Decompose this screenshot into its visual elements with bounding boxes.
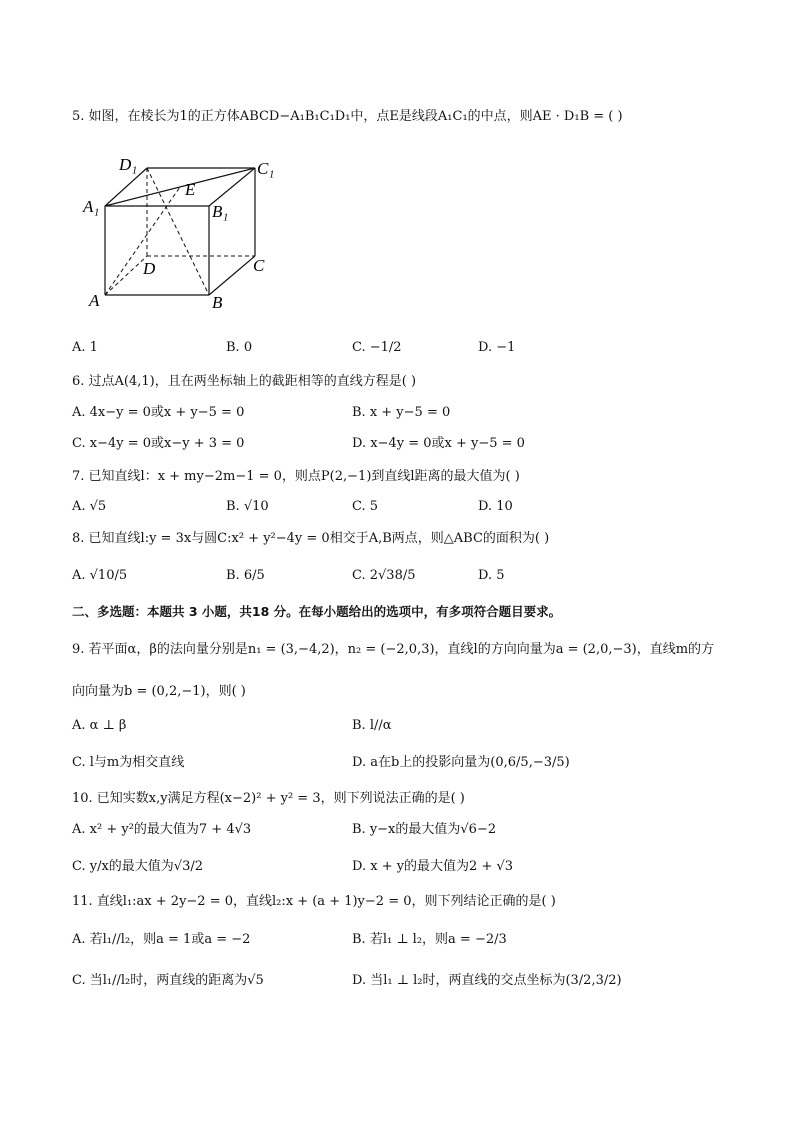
q6-option-b[interactable]: B. x + y−5 = 0 — [352, 405, 451, 420]
q10-option-c[interactable]: C. y/x的最大值为√3/2 — [72, 859, 204, 874]
q11-option-b[interactable]: B. 若l₁ ⊥ l₂，则a = −2/3 — [352, 932, 507, 947]
q7-option-b[interactable]: B. √10 — [226, 499, 269, 514]
q8-option-b[interactable]: B. 6/5 — [226, 568, 265, 583]
q10-option-b[interactable]: B. y−x的最大值为√6−2 — [352, 822, 497, 837]
question-10-stem: 10. 已知实数x,y满足方程(x−2)² + y² = 3，则下列说法正确的是( ) — [72, 791, 465, 806]
q10-option-d[interactable]: D. x + y的最大值为2 + √3 — [352, 859, 514, 874]
q7-option-c[interactable]: C. 5 — [352, 499, 379, 514]
q6-option-d[interactable]: D. x−4y = 0或x + y−5 = 0 — [352, 436, 525, 451]
q7-option-d[interactable]: D. 10 — [478, 499, 513, 514]
q9-option-d[interactable]: D. a在b上的投影向量为(0,6/5,−3/5) — [352, 755, 570, 770]
q7-option-a[interactable]: A. √5 — [72, 499, 107, 514]
cube-figure — [75, 148, 295, 318]
q5-option-d[interactable]: D. −1 — [478, 340, 516, 355]
edge-B-C — [209, 256, 255, 295]
q5-option-a[interactable]: A. 1 — [72, 340, 98, 355]
q8-option-c[interactable]: C. 2√38/5 — [352, 568, 416, 583]
q11-option-c[interactable]: C. 当l₁//l₂时，两直线的距离为√5 — [72, 973, 264, 988]
q11-option-a[interactable]: A. 若l₁//l₂，则a = 1或a = −2 — [72, 932, 251, 947]
question-11-stem: 11. 直线l₁:ax + 2y−2 = 0，直线l₂:x + (a + 1)y−2 = 0，则下列结论正确的是( ) — [72, 894, 556, 909]
question-6-stem: 6. 过点A(4,1)，且在两坐标轴上的截距相等的直线方程是( ) — [72, 374, 417, 389]
q9-option-c[interactable]: C. l与m为相交直线 — [72, 755, 185, 770]
q5-option-b[interactable]: B. 0 — [226, 340, 253, 355]
label-D: D — [143, 259, 156, 278]
section-2-heading: 二、多选题：本题共 3 小题，共18 分。在每小题给出的选项中，有多项符合题目要求。 — [72, 604, 562, 619]
q9-option-a[interactable]: A. α ⊥ β — [72, 718, 127, 733]
q8-option-d[interactable]: D. 5 — [478, 568, 505, 583]
question-8-stem: 8. 已知直线l:y = 3x与圆C:x² + y²−4y = 0相交于A,B两点，则△ABC的面积为( ) — [72, 531, 550, 546]
label-B1: B₁ — [212, 202, 229, 221]
label-A: A — [89, 291, 100, 310]
question-5-stem: 5. 如图，在棱长为1的正方体ABCD−A₁B₁C₁D₁中，点E是线段A₁C₁的中点，则AE · D₁B = ( ) — [72, 109, 623, 124]
q6-option-c[interactable]: C. x−4y = 0或x−y + 3 = 0 — [72, 436, 245, 451]
q6-option-a[interactable]: A. 4x−y = 0或x + y−5 = 0 — [72, 405, 245, 420]
q8-option-a[interactable]: A. √10/5 — [72, 568, 128, 583]
label-D1: D₁ — [119, 155, 138, 174]
label-C: C — [253, 256, 265, 275]
question-9-stem-cont: 向向量为b = (0,2,−1)，则( ) — [72, 684, 246, 699]
question-7-stem: 7. 已知直线l：x + my−2m−1 = 0，则点P(2,−1)到直线l距离的最大值为( ) — [72, 469, 520, 484]
label-C1: C₁ — [257, 159, 275, 178]
q5-option-c[interactable]: C. −1/2 — [352, 340, 402, 355]
hidden-edge-A-D — [105, 256, 147, 295]
label-A1: A₁ — [83, 197, 100, 216]
label-E: E — [185, 180, 196, 199]
q10-option-a[interactable]: A. x² + y²的最大值为7 + 4√3 — [72, 822, 252, 837]
label-B: B — [212, 293, 223, 312]
q9-option-b[interactable]: B. l//α — [352, 718, 392, 733]
q11-option-d[interactable]: D. 当l₁ ⊥ l₂时，两直线的交点坐标为(3/2,3/2) — [352, 973, 622, 988]
question-9-stem: 9. 若平面α，β的法向量分别是n₁ = (3,−4,2)，n₂ = (−2,0,3)，直线l的方向向量为a = (2,0,−3)，直线m的方 — [72, 642, 715, 657]
